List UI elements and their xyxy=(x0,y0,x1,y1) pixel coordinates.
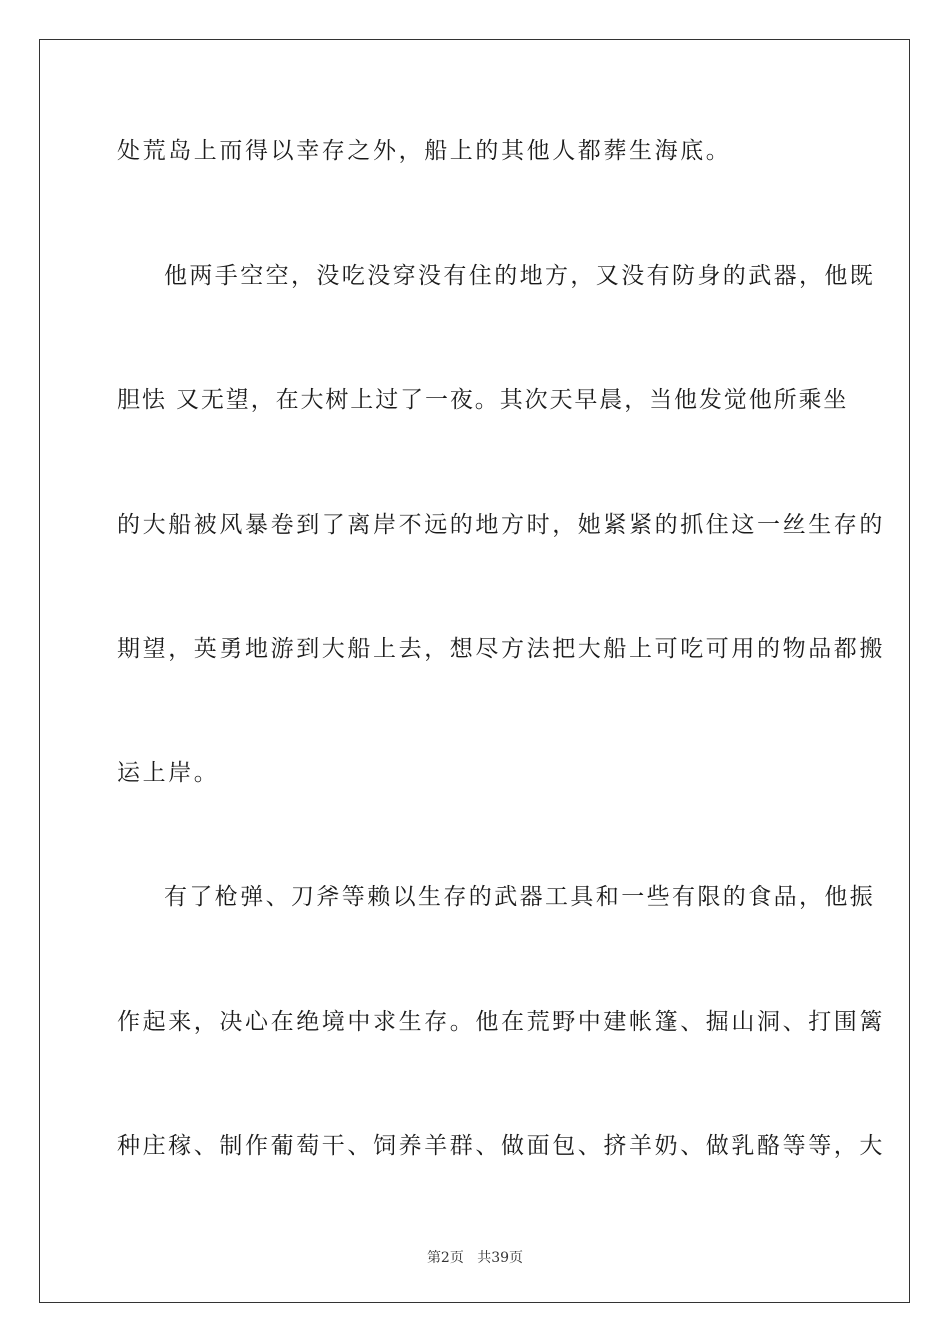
text-line-4: 的大船被风暴卷到了离岸不远的地方时，她紧紧的抓住这一丝生存的 xyxy=(117,512,885,538)
page-footer xyxy=(0,1247,950,1267)
text-line-6: 运上岸。 xyxy=(117,760,220,786)
text-line-7: 有了枪弹、刀斧等赖以生存的武器工具和一些有限的食品，他振 xyxy=(164,884,876,910)
page-number: 第2页 xyxy=(426,1250,464,1266)
page-border xyxy=(39,39,910,1303)
text-line-1: 处荒岛上而得以幸存之外，船上的其他人都葬生海底。 xyxy=(117,138,732,164)
page-total: 共39页 xyxy=(477,1250,524,1266)
text-line-9: 种庄稼、制作葡萄干、饲养羊群、做面包、挤羊奶、做乳酪等等，大 xyxy=(117,1133,885,1159)
text-line-3: 胆怯 又无望，在大树上过了一夜。其次天早晨，当他发觉他所乘坐 xyxy=(117,387,849,413)
text-line-8: 作起来，决心在绝境中求生存。他在荒野中建帐篷、掘山洞、打围篱 xyxy=(117,1009,885,1035)
text-line-2: 他两手空空，没吃没穿没有住的地方，又没有防身的武器，他既 xyxy=(164,263,876,289)
text-line-5: 期望，英勇地游到大船上去，想尽方法把大船上可吃可用的物品都搬 xyxy=(117,636,885,662)
